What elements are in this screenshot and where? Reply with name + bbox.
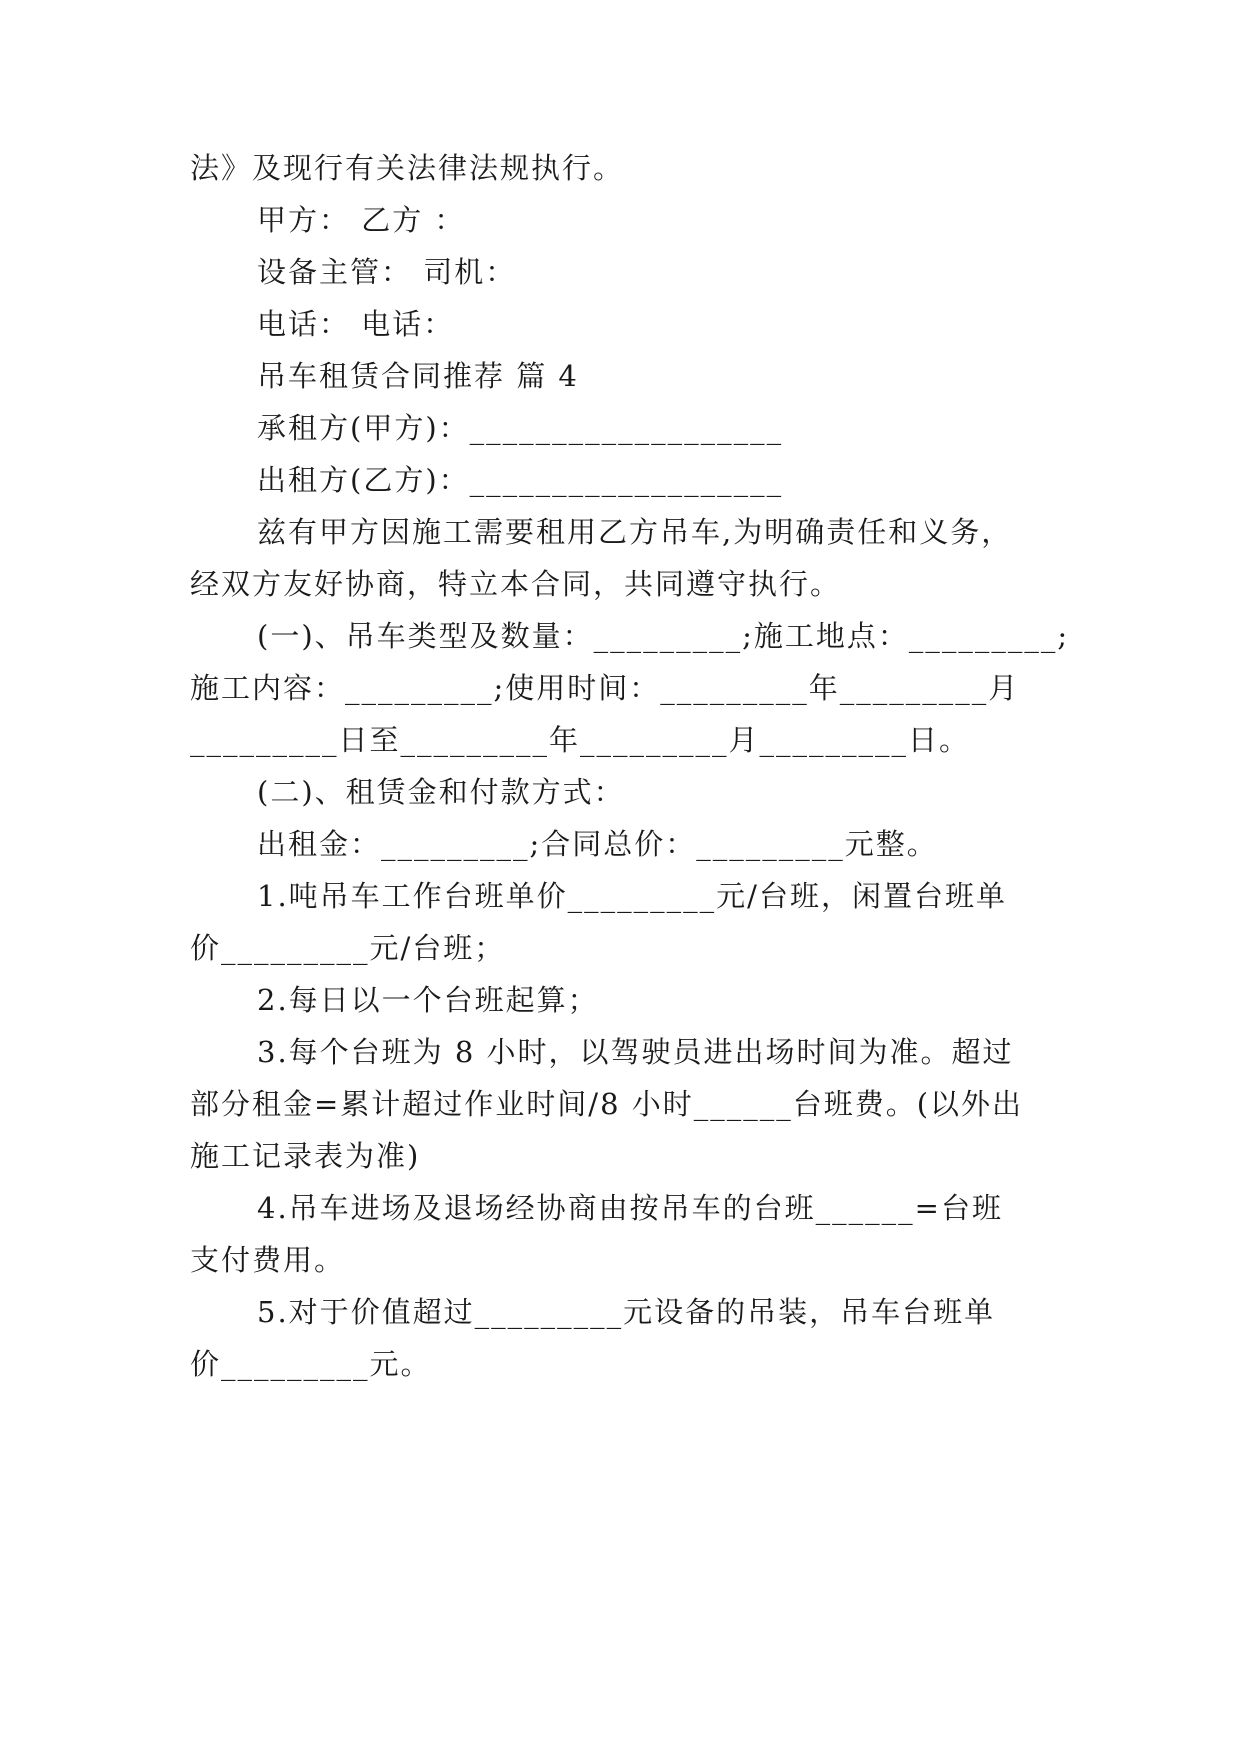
text-line-6: 承租方(甲方)：___________________: [257, 411, 784, 445]
text-line-20: 施工记录表为准): [190, 1139, 421, 1173]
text-line-7: 出租方(乙方)：___________________: [257, 463, 784, 497]
section-heading: 吊车租赁合同推荐 篇 4: [257, 359, 579, 393]
text-line-4: 电话： 电话：: [257, 307, 455, 341]
text-line-9: 经双方友好协商，特立本合同，共同遵守执行。: [190, 567, 842, 601]
text-line-8: 兹有甲方因施工需要租用乙方吊车,为明确责任和义务，: [257, 515, 1013, 549]
text-line-24: 价_________元。: [190, 1347, 432, 1381]
text-line-19: 部分租金=累计超过作业时间/8 小时______台班费。(以外出: [190, 1087, 1024, 1121]
text-line-3: 设备主管： 司机：: [257, 255, 517, 289]
text-line-23: 5.对于价值超过_________元设备的吊装，吊车台班单: [257, 1295, 996, 1329]
text-line-1: 法》及现行有关法律法规执行。: [190, 151, 625, 185]
text-line-12: _________日至_________年_________月_________日。: [190, 723, 971, 757]
text-line-17: 2.每日以一个台班起算；: [257, 983, 599, 1017]
text-line-2: 甲方： 乙方 ：: [257, 203, 466, 237]
text-line-16: 价_________元/台班；: [190, 931, 506, 965]
text-line-13: (二)、租赁金和付款方式：: [257, 775, 625, 809]
text-line-10: (一)、吊车类型及数量：_________;施工地点：_________;: [257, 619, 1070, 653]
text-line-22: 支付费用。: [190, 1243, 346, 1277]
text-line-14: 出租金：_________;合同总价：_________元整。: [257, 827, 938, 861]
text-line-15: 1.吨吊车工作台班单价_________元/台班，闲置台班单: [257, 879, 1007, 913]
text-line-18: 3.每个台班为 8 小时，以驾驶员进出场时间为准。超过: [257, 1035, 1014, 1069]
text-line-21: 4.吊车进场及退场经协商由按吊车的台班______=台班: [257, 1191, 1003, 1225]
text-line-11: 施工内容：_________;使用时间：_________年_________月: [190, 671, 1020, 705]
